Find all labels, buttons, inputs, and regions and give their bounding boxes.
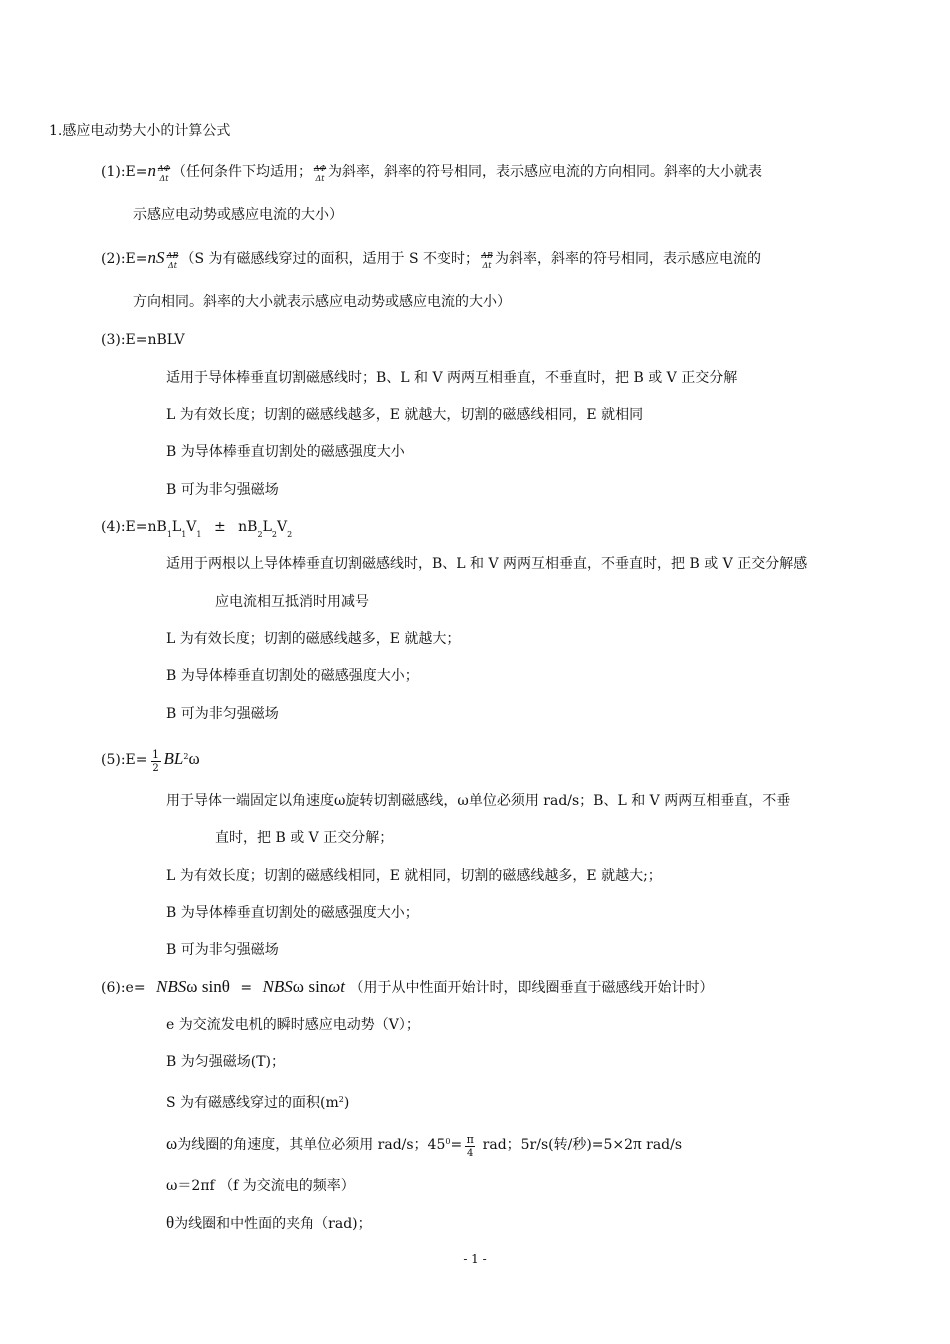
formula-6-nbs-2: NBS	[262, 977, 293, 996]
formula-2-fraction	[165, 249, 181, 269]
formula-1-text-a: （任何条件下均适用；	[172, 164, 312, 180]
formula-5-line-4: B 为导体棒垂直切割处的磁感强度大小；	[166, 905, 419, 921]
fraction-denominator: 4	[467, 1148, 474, 1159]
fraction-numerator: 1	[152, 748, 159, 761]
formula-1	[101, 161, 762, 182]
formula-2-text-b: 为斜率，斜率的符号相同，表示感应电流的	[495, 251, 762, 267]
plus-minus-sign: ±	[213, 519, 226, 535]
formula-2-label: (2):E=	[101, 251, 148, 267]
formula-2-fraction-repeat	[479, 249, 495, 269]
formula-6-sin: sin	[201, 977, 222, 996]
formula-6-text: （用于从中性面开始计时，即线圈垂直于磁感线开始计时）	[349, 980, 714, 996]
formula-1-text-b: 为斜率，斜率的符号相同，表示感应电流的方向相同。斜率的大小就表	[328, 164, 762, 180]
formula-4-L1: L	[171, 519, 182, 535]
formula-6-label: (6):e=	[101, 980, 146, 996]
formula-4-L2: L	[262, 519, 272, 535]
subscript-1: 1	[196, 530, 202, 539]
degree-mark: 0	[445, 1137, 451, 1146]
formula-4-label: (4):E=nB	[101, 519, 167, 535]
formula-2-continuation: 方向相同。斜率的大小就表示感应电动势或感应电流的大小）	[133, 294, 511, 310]
omega-equals: =	[450, 1137, 463, 1153]
fraction-bar	[151, 761, 161, 762]
formula-6	[101, 977, 713, 998]
formula-1-label: (1):E=	[101, 164, 148, 180]
section-heading: 1.感应电动势大小的计算公式	[49, 123, 231, 139]
theta-symbol: θ	[166, 1213, 175, 1232]
formula-1-continuation: 示感应电动势或感应电流的大小）	[133, 207, 343, 223]
subscript-2: 2	[257, 530, 263, 539]
formula-6-theta: θ	[221, 977, 230, 996]
formula-6-line-2: B 为匀强磁场(T)；	[166, 1054, 285, 1070]
formula-6-sin-2: sin	[308, 977, 329, 996]
fraction-numerator: ΔΦ	[157, 164, 171, 173]
fraction-numerator: ΔB	[166, 251, 179, 260]
formula-5-line-3: L 为有效长度；切割的磁感线相同，E 就相同，切割的磁感线越多，E 就越大;；	[166, 868, 662, 884]
formula-4-line-3: L 为有效长度；切割的磁感线越多，E 就越大；	[166, 631, 461, 647]
formula-6-omega-t: ωt	[328, 977, 346, 996]
formula-3-label: (3):E=nBLV	[101, 332, 185, 348]
formula-6-equals: =	[240, 980, 253, 996]
formula-5	[101, 747, 200, 774]
subscript-1: 1	[166, 530, 172, 539]
subscript-1: 1	[181, 530, 187, 539]
squared-exponent: 2	[183, 752, 189, 761]
formula-4-line-1: 适用于两根以上导体棒垂直切割磁感线时，B、L 和 V 两两互相垂直，不垂直时，把 B 或 V 正交分解感	[166, 556, 808, 572]
formula-4-line-2: 应电流相互抵消时用减号	[215, 594, 369, 610]
formula-6-omega-line	[166, 1132, 683, 1159]
formula-5-label: (5):E=	[101, 752, 148, 768]
formula-3-line-3: B 为导体棒垂直切割处的磁感强度大小	[166, 444, 405, 460]
fraction-denominator: Δt	[168, 261, 177, 270]
formula-6-nbs: NBS	[156, 977, 187, 996]
formula-5-line-1: 用于导体一端固定以角速度ω旋转切割磁感线，ω单位必须用 rad/s；B、L 和 V 两两互相垂直，不垂	[166, 793, 791, 809]
page-number: - 1 -	[463, 1252, 487, 1266]
pi-symbol: π	[633, 1134, 642, 1153]
fraction-numerator: ΔB	[481, 251, 493, 260]
formula-6-line-1: e 为交流发电机的瞬时感应电动势（V）；	[166, 1017, 420, 1033]
formula-1-fraction-repeat	[312, 162, 328, 182]
area-text: S 为有磁感线穿过的面积(m	[166, 1095, 339, 1111]
formula-4-line-5: B 可为非匀强磁场	[166, 706, 279, 722]
formula-6-theta-line	[166, 1213, 372, 1234]
formula-2-text-a: （S 为有磁感线穿过的面积，适用于 S 不变时；	[180, 251, 480, 267]
formula-3-line-2: L 为有效长度；切割的磁感线越多，E 就越大，切割的磁感线相同，E 就相同	[166, 407, 644, 423]
formula-1-n: n	[147, 161, 156, 180]
formula-5-line-2: 直时，把 B 或 V 正交分解；	[215, 830, 394, 846]
area-close: )	[343, 1095, 350, 1111]
area-exponent: 2	[338, 1095, 344, 1104]
pi-over-four-fraction	[462, 1133, 478, 1159]
formula-2-ns: nS	[147, 248, 165, 267]
fraction-denominator: Δt	[482, 261, 492, 270]
omega-symbol: ω	[166, 1134, 178, 1153]
subscript-2: 2	[271, 530, 277, 539]
formula-4-V1: V	[186, 519, 197, 535]
fraction-numerator: π	[466, 1133, 474, 1146]
formula-6-frequency-line: ω＝2πf （f 为交流电的频率）	[166, 1178, 355, 1194]
formula-4	[101, 517, 292, 545]
one-half-fraction	[148, 748, 164, 774]
formula-2	[101, 248, 761, 269]
theta-text: 为线圈和中性面的夹角（rad)；	[174, 1216, 372, 1232]
formula-5-omega: ω	[188, 749, 200, 768]
formula-3-line-1: 适用于导体棒垂直切割磁感线时；B、L 和 V 两两互相垂直，不垂直时，把 B 或 V 正交分解	[166, 370, 738, 386]
formula-5-line-5: B 可为非匀强磁场	[166, 942, 279, 958]
fraction-denominator: Δt	[315, 174, 325, 183]
subscript-2: 2	[287, 530, 293, 539]
fraction-bar	[465, 1146, 475, 1147]
formula-6-area-line	[166, 1090, 349, 1113]
formula-4-V2: V	[276, 519, 288, 535]
omega-text-a: 为线圈的角速度，其单位必须用 rad/s；45	[177, 1137, 446, 1153]
formula-1-fraction	[156, 162, 172, 182]
formula-4-nB2: nB	[238, 519, 258, 535]
fraction-denominator: Δt	[159, 174, 169, 183]
formula-5-bl: BL	[163, 749, 184, 768]
omega-text-c: rad/s	[641, 1137, 683, 1153]
formula-6-omega: ω	[186, 977, 198, 996]
formula-4-line-4: B 为导体棒垂直切割处的磁感强度大小；	[166, 668, 419, 684]
omega-text-b: rad；5r/s(转/秒)=5×2	[478, 1137, 634, 1153]
formula-6-omega-2: ω	[292, 977, 304, 996]
fraction-numerator: ΔΦ	[313, 164, 327, 173]
formula-3-line-4: B 可为非匀强磁场	[166, 482, 279, 498]
fraction-denominator: 2	[152, 763, 159, 774]
